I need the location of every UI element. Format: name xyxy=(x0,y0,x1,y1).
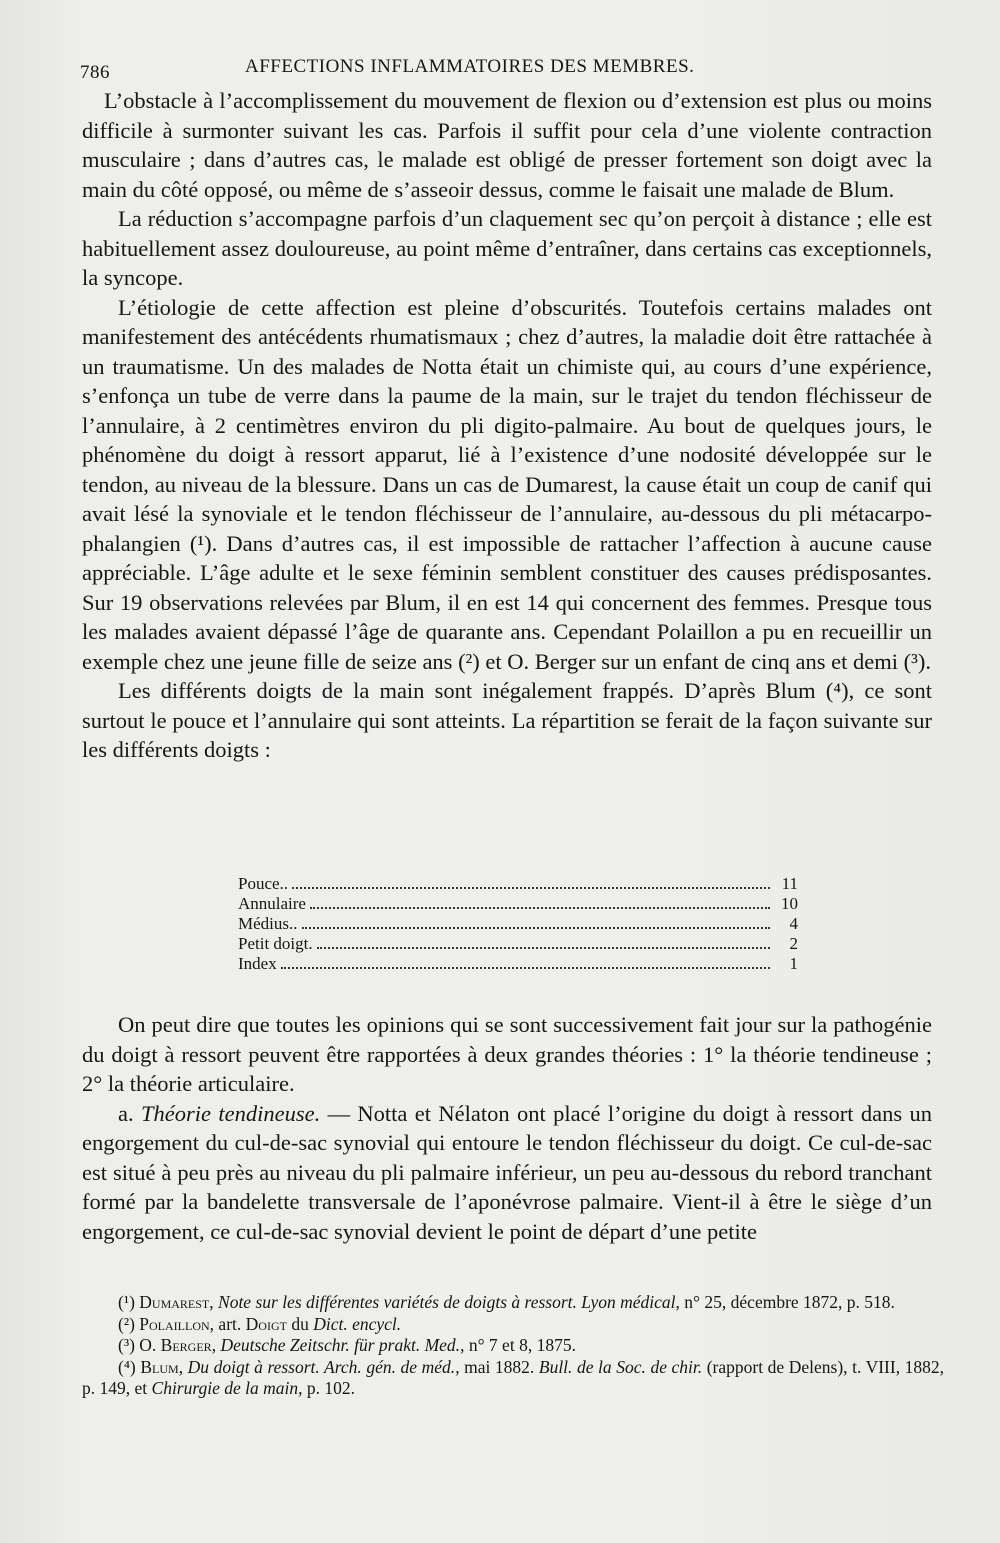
footnote-text: du xyxy=(286,1313,314,1334)
footnote-text: , xyxy=(211,1335,221,1355)
footnote-text: , p. 102. xyxy=(298,1378,356,1398)
footnote-number: (¹) xyxy=(118,1292,135,1312)
footnote-title: Du doigt à ressort. Arch. gén. de méd. xyxy=(187,1356,456,1377)
page-number: 786 xyxy=(80,62,110,83)
footnote-rest: , n° 25, décembre 1872, p. 518. xyxy=(675,1292,895,1312)
footnote-text: , mai 1882. xyxy=(455,1356,539,1377)
finger-label: Pouce.. xyxy=(238,874,289,893)
table-row xyxy=(238,954,798,974)
paragraph-tendon-theory xyxy=(82,1099,932,1247)
footnote-ref-4: (⁴) xyxy=(825,678,849,703)
paragraph-pathogeny: On peut dire que toutes les opinions qui se sont successivement fait jour sur la pathogénie du doigt à ressort peuvent être rapportées à deux grandes théories : 1° la théorie tendineuse ; 2° la théorie articulaire. xyxy=(82,1012,932,1096)
footnote-author: Polaillon xyxy=(139,1313,210,1334)
footnote-title: Note sur les différentes variétés de doigts à ressort. Lyon médical xyxy=(218,1292,676,1312)
finger-label: Annulaire xyxy=(238,894,306,913)
dot-leader xyxy=(281,967,770,969)
paragraph-distribution xyxy=(82,676,932,765)
table-row xyxy=(238,894,798,914)
etiology-text-2: . Dans d’autres cas, il est impossible de rattacher l’affection à aucune cause appréciable. L’âge adulte et le sexe féminin semblent constituer des causes prédisposantes. Sur 19 observations relevées par Blum, il en est 14 qui concernent des femmes. Presque tous les malades avaient dépassé l’âge de quarante ans. Cependant Polaillon a pu en recueillir un exemple chez une jeune fille de seize ans xyxy=(82,530,932,674)
etiology-text-4: . xyxy=(925,648,931,674)
theory-title: Théorie tendineuse. xyxy=(141,1100,321,1126)
finger-count: 1 xyxy=(789,954,798,973)
finger-count: 2 xyxy=(789,934,798,953)
finger-label: Médius.. xyxy=(238,914,298,933)
table-row xyxy=(238,914,798,934)
distribution-text-2: , ce sont surtout le pouce et l’annulaire qui sont atteints. La répartition se ferait de la façon suivante sur les différents doigts : xyxy=(82,678,932,762)
dot-leader xyxy=(292,887,770,889)
table-row xyxy=(238,934,798,954)
etiology-text-3: et O. Berger sur un enfant de cinq ans et demi xyxy=(479,648,904,674)
footnote-author: Blum xyxy=(140,1356,179,1377)
finger-label: Petit doigt. xyxy=(238,934,313,953)
paragraph-reduction: La réduction s’accompagne parfois d’un claquement sec qu’on perçoit à distance ; elle est habituellement assez douloureuse, au point même d’entraîner, dans certains cas exceptionnels, la syncope. xyxy=(82,206,932,290)
footnote-number: (³) xyxy=(118,1335,135,1355)
footnote-ref-1: (¹) xyxy=(189,530,212,556)
footnotes xyxy=(82,1292,944,1400)
footnote-text: , art. xyxy=(209,1313,246,1334)
footnote-3 xyxy=(82,1335,944,1357)
distribution-text-1: Les différents doigts de la main sont inégalement frappés. D’après Blum xyxy=(118,678,826,703)
footnote-text: (rapport de Delens), t. VIII, 1882, p. 149, et xyxy=(82,1356,945,1398)
footnote-author: Dumarest xyxy=(139,1292,210,1312)
running-title: AFFECTIONS INFLAMMATOIRES DES MEMBRES. xyxy=(245,56,695,77)
finger-count: 4 xyxy=(789,914,798,933)
finger-count: 10 xyxy=(781,894,798,913)
footnote-text: , n° 7 et 8, 1875. xyxy=(460,1335,576,1355)
footnote-text: , xyxy=(178,1356,188,1377)
dot-leader xyxy=(310,907,770,909)
footnote-ref-3: (³) xyxy=(903,648,926,674)
footnote-number: (²) xyxy=(118,1313,135,1334)
footnote-ref-2: (²) xyxy=(458,648,480,674)
finger-count: 11 xyxy=(781,874,798,893)
footnote-4 xyxy=(82,1357,944,1400)
paragraph-obstacle: L’obstacle à l’accomplissement du mouvement de flexion ou d’extension est plus ou moins difficile à surmonter suivant les cas. Parfois il suffit pour cela d’une violente contraction musculaire ; dans d’autres cas, le malade est obligé de presser fortement son doigt avec la main du côté opposé, ou même de s’asseoir dessus, comme le faisait une malade de Blum. xyxy=(82,88,932,202)
finger-table xyxy=(238,874,798,974)
dot-leader xyxy=(317,947,770,949)
footnote-bulletin: Bull. de la Soc. de chir. xyxy=(538,1356,703,1377)
footnote-1: (¹) Dumarest, Note sur les différentes variétés de doigts à ressort. Lyon médical, n° 25, décembre 1872, p. 518. xyxy=(118,1292,895,1312)
footnote-author: O. Berger xyxy=(139,1335,212,1355)
footnote-book: Chirurgie de la main xyxy=(151,1378,299,1398)
etiology-text-1: L’étiologie de cette affection est pleine d’obscurités. Toutefois certains malades ont manifestement des antécédents rhumatismaux ; chez d’autres, la maladie doit être rattachée à un traumatisme. Un des malades de Notta était un chimiste qui, au cours d’une expérience, s’enfonça un tube de verre dans la paume de la main, sur le trajet du tendon fléchisseur de l’annulaire, à 2 centimètres environ du pli digito-palmaire. Au bout de quelques jours, le phénomène du doigt à ressort apparut, lié à l’existence d’une nodosité développée sur le tendon, au niveau de la blessure. Dans un cas de Dumarest, la cause était un coup de canif qui avait lésé la synoviale et le tendon fléchisseur de l’annulaire, au-dessous du pli métacarpo-phalangien xyxy=(82,294,932,556)
footnote-dictionary: Dict. encycl. xyxy=(313,1313,402,1334)
finger-label: Index xyxy=(238,954,277,973)
footnote-article: Doigt xyxy=(245,1313,287,1334)
page-header xyxy=(80,56,940,86)
theory-marker: a. xyxy=(118,1100,134,1126)
main-text xyxy=(82,86,932,765)
footnote-journal: Deutsche Zeitschr. für prakt. Med. xyxy=(220,1335,461,1355)
footnote-number: (⁴) xyxy=(118,1356,136,1377)
main-text-continued xyxy=(82,1010,932,1246)
footnote-2 xyxy=(82,1314,944,1336)
theory-text: — Notta et Nélaton ont placé l’origine du doigt à ressort dans un engorgement du cul-de-sac synovial qui entoure le tendon fléchisseur du doigt. Ce cul-de-sac est situé à peu près au niveau du pli palmaire inférieur, un peu au-dessous du rebord tranchant formé par la bandelette transversale de l’aponévrose palmaire. Vient-il à être le siège d’un engorgement, ce cul-de-sac synovial devient le point de départ d’une petite xyxy=(82,1100,933,1244)
paragraph-etiology xyxy=(82,293,932,677)
table-row xyxy=(238,874,798,894)
dot-leader xyxy=(302,927,771,929)
